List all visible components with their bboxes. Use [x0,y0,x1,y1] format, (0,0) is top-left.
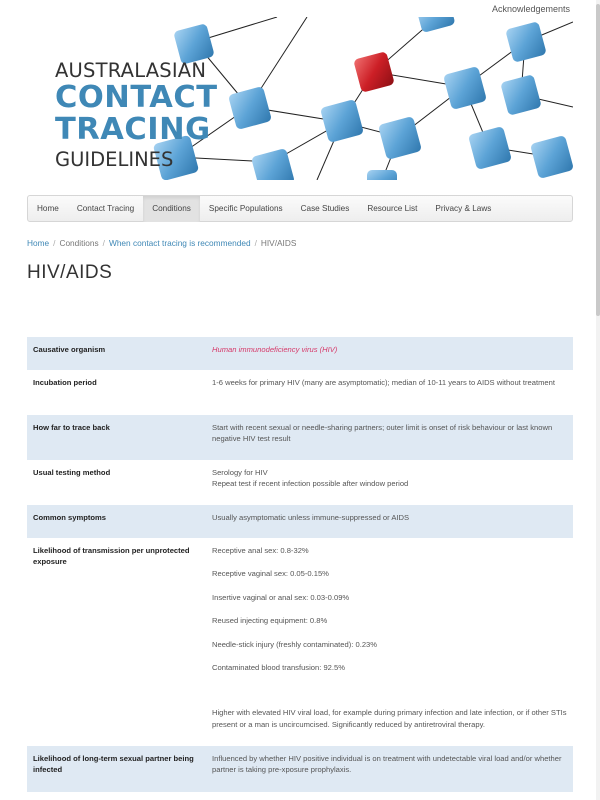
row-label: Common symptoms [33,513,106,522]
scrollbar-thumb[interactable] [596,4,600,316]
site-logo[interactable] [55,61,218,169]
breadcrumb [27,238,296,248]
nav-specific-populations[interactable]: Specific Populations [208,204,283,213]
row-value [206,538,573,746]
logo-line-tracing: TRACING [55,112,211,147]
row-value: Start with recent sexual or needle-sharing partners; outer limit is onset of risk behaviour or last known negative HIV test result [212,423,553,444]
breadcrumb-recommended[interactable]: When contact tracing is recommended [108,238,251,248]
table-row [27,337,573,370]
row-value [206,337,573,370]
row-label: Incubation period [33,378,97,387]
organism-name: Human immunodeficiency virus (HIV) [212,345,338,354]
acknowledgements-link[interactable]: Acknowledgements [491,4,570,14]
row-value: 1-6 weeks for primary HIV (many are asymptomatic); median of 10-11 years to AIDS without treatment [212,378,555,387]
breadcrumb-separator: / [254,238,257,248]
condition-table [27,337,573,792]
spacer [212,685,567,707]
table-row [27,746,573,792]
table-row [27,460,573,505]
row-label: How far to trace back [33,423,110,432]
row-label: Likelihood of long-term sexual partner being infected [33,754,194,775]
nav-home[interactable]: Home [37,204,59,213]
transmission-item: Insertive vaginal or anal sex: 0.03-0.09% [212,592,350,602]
logo-line-australasian: AUSTRALASIAN [55,59,207,82]
page-title: HIV/AIDS [27,262,113,283]
breadcrumb-conditions: Conditions [59,238,99,248]
transmission-item: Contaminated blood transfusion: 92.5% [212,662,345,672]
page-scrollbar[interactable] [596,0,600,800]
table-row [27,370,573,415]
row-label: Usual testing method [33,468,111,477]
main-nav [27,195,573,222]
table-row [27,415,573,460]
table-row [27,538,573,746]
nav-privacy-laws[interactable]: Privacy & Laws [435,204,492,213]
nav-resource-list[interactable]: Resource List [367,204,418,213]
breadcrumb-current: HIV/AIDS [260,238,297,248]
row-value: Usually asymptomatic unless immune-suppressed or AIDS [212,513,410,522]
header-banner [27,17,573,180]
nav-contact-tracing[interactable]: Contact Tracing [76,204,135,213]
breadcrumb-separator: / [53,238,56,248]
breadcrumb-separator: / [102,238,105,248]
logo-line-contact: CONTACT [55,79,218,115]
transmission-item: Receptive vaginal sex: 0.05-0.15% [212,569,329,579]
breadcrumb-home[interactable]: Home [27,238,50,248]
testing-line: Repeat test if recent infection possible after window period [212,479,409,489]
transmission-item: Receptive anal sex: 0.8-32% [212,546,309,555]
transmission-note: Higher with elevated HIV viral load, for example during primary infection and late infection, or if other STIs present or a man is uncircumcised. Significantly reduced by antiretroviral therapy. [212,708,567,729]
row-label: Causative organism [33,345,106,354]
logo-line-guidelines: GUIDELINES [55,147,174,171]
testing-line: Serology for HIV [212,468,268,477]
nav-conditions[interactable]: Conditions [143,196,200,222]
row-value [206,460,573,505]
nav-case-studies[interactable]: Case Studies [300,204,350,213]
transmission-item: Reused injecting equipment: 0.8% [212,616,328,626]
transmission-item: Needle-stick injury (freshly contaminated): 0.23% [212,639,378,649]
table-row [27,505,573,538]
row-label: Likelihood of transmission per unprotected exposure [33,546,190,567]
row-value: Influenced by whether HIV positive individual is on treatment with undetectable viral load and/or whether partner is taking pre-xposure prophylaxis. [212,754,562,775]
